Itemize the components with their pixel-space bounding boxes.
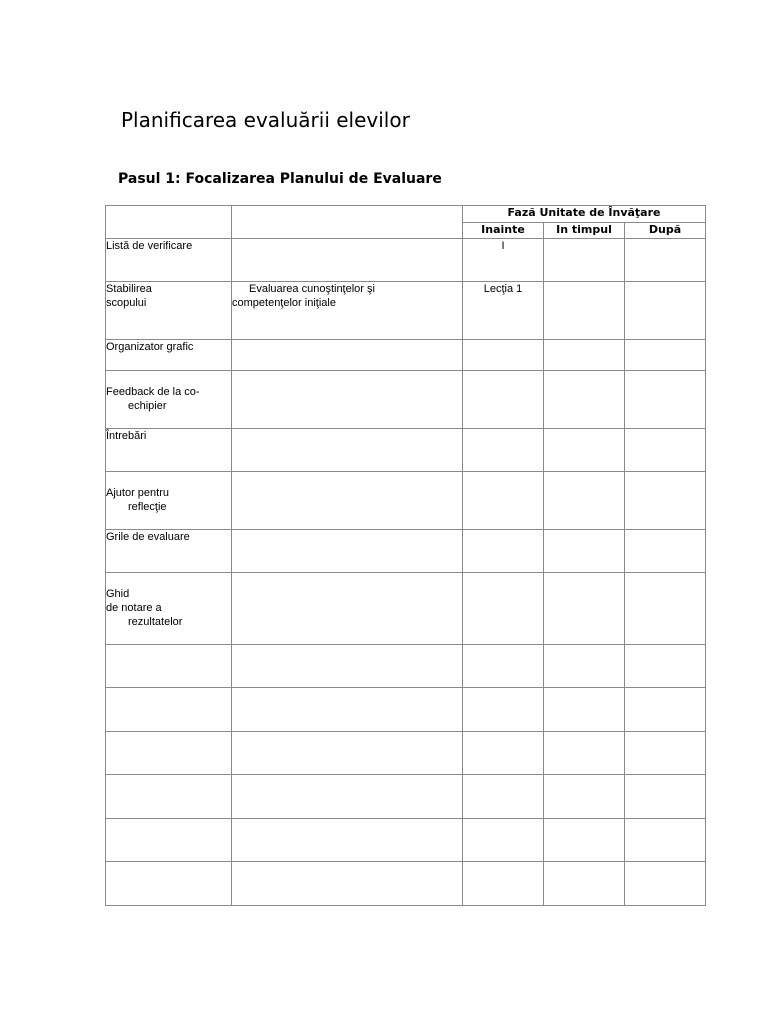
cell-during	[544, 340, 625, 371]
empty-cell	[106, 819, 232, 862]
empty-cell	[232, 775, 463, 819]
cell-after	[625, 573, 706, 645]
empty-cell	[544, 732, 625, 775]
column-header-before: Inainte	[463, 223, 544, 239]
cell-before	[463, 472, 544, 530]
empty-cell	[106, 645, 232, 688]
purpose-cell	[232, 429, 463, 472]
cell-before	[463, 429, 544, 472]
empty-cell	[625, 775, 706, 819]
empty-cell	[544, 688, 625, 732]
method-label: Listă de verificare	[106, 239, 232, 282]
empty-table-row	[106, 732, 706, 775]
table-row	[106, 530, 706, 573]
empty-table-row	[106, 775, 706, 819]
cell-after	[625, 239, 706, 282]
column-header-during: In timpul	[544, 223, 625, 239]
cell-after	[625, 371, 706, 429]
method-label: Întrebări	[106, 429, 232, 472]
evaluation-planning-table	[105, 205, 706, 906]
empty-cell	[544, 775, 625, 819]
empty-cell	[232, 645, 463, 688]
purpose-cell	[232, 239, 463, 282]
empty-cell	[463, 862, 544, 906]
empty-cell	[106, 775, 232, 819]
empty-cell	[544, 819, 625, 862]
empty-cell	[544, 645, 625, 688]
cell-after	[625, 282, 706, 340]
empty-cell	[463, 732, 544, 775]
cell-before: I	[463, 239, 544, 282]
table-row	[106, 239, 706, 282]
cell-before	[463, 573, 544, 645]
purpose-cell	[232, 530, 463, 573]
purpose-cell	[232, 371, 463, 429]
empty-cell	[463, 819, 544, 862]
cell-during	[544, 573, 625, 645]
empty-cell	[463, 775, 544, 819]
empty-table-row	[106, 819, 706, 862]
purpose-cell: Evaluarea cunoştinţelor şi competenţelor iniţiale	[232, 282, 463, 340]
cell-before	[463, 371, 544, 429]
table-row	[106, 282, 706, 340]
purpose-cell	[232, 573, 463, 645]
document-title: Planificarea evaluării elevilor	[121, 108, 410, 132]
empty-cell	[232, 688, 463, 732]
method-label: Grile de evaluare	[106, 530, 232, 573]
method-label: Feedback de la co- echipier	[106, 371, 232, 429]
column-header-after: După	[625, 223, 706, 239]
empty-cell	[463, 645, 544, 688]
method-label: Stabilirea scopului	[106, 282, 232, 340]
empty-cell	[232, 862, 463, 906]
empty-cell	[544, 862, 625, 906]
method-label: Organizator grafic	[106, 340, 232, 371]
cell-during	[544, 371, 625, 429]
method-label: Ghid de notare a rezultatelor	[106, 573, 232, 645]
step-heading: Pasul 1: Focalizarea Planului de Evaluare	[118, 171, 442, 187]
empty-table-row	[106, 862, 706, 906]
empty-cell	[232, 819, 463, 862]
cell-before: Lecţia 1	[463, 282, 544, 340]
cell-after	[625, 340, 706, 371]
empty-cell	[625, 862, 706, 906]
table-row	[106, 573, 706, 645]
header-blank-purpose	[232, 206, 463, 239]
cell-before	[463, 530, 544, 573]
purpose-cell	[232, 472, 463, 530]
empty-table-row	[106, 645, 706, 688]
empty-cell	[106, 862, 232, 906]
cell-during	[544, 239, 625, 282]
method-label: Ajutor pentru reflecţie	[106, 472, 232, 530]
phase-header: Fază Unitate de Învăţare	[463, 206, 706, 223]
empty-cell	[625, 819, 706, 862]
empty-cell	[625, 645, 706, 688]
empty-cell	[625, 732, 706, 775]
cell-after	[625, 530, 706, 573]
empty-cell	[463, 688, 544, 732]
cell-after	[625, 472, 706, 530]
table-row	[106, 472, 706, 530]
cell-during	[544, 472, 625, 530]
empty-cell	[106, 688, 232, 732]
cell-after	[625, 429, 706, 472]
purpose-cell	[232, 340, 463, 371]
cell-during	[544, 282, 625, 340]
empty-cell	[106, 732, 232, 775]
empty-cell	[625, 688, 706, 732]
header-blank-method	[106, 206, 232, 239]
cell-before	[463, 340, 544, 371]
empty-cell	[232, 732, 463, 775]
cell-during	[544, 429, 625, 472]
cell-during	[544, 530, 625, 573]
table-row	[106, 429, 706, 472]
empty-table-row	[106, 688, 706, 732]
table-row	[106, 340, 706, 371]
table-row	[106, 371, 706, 429]
